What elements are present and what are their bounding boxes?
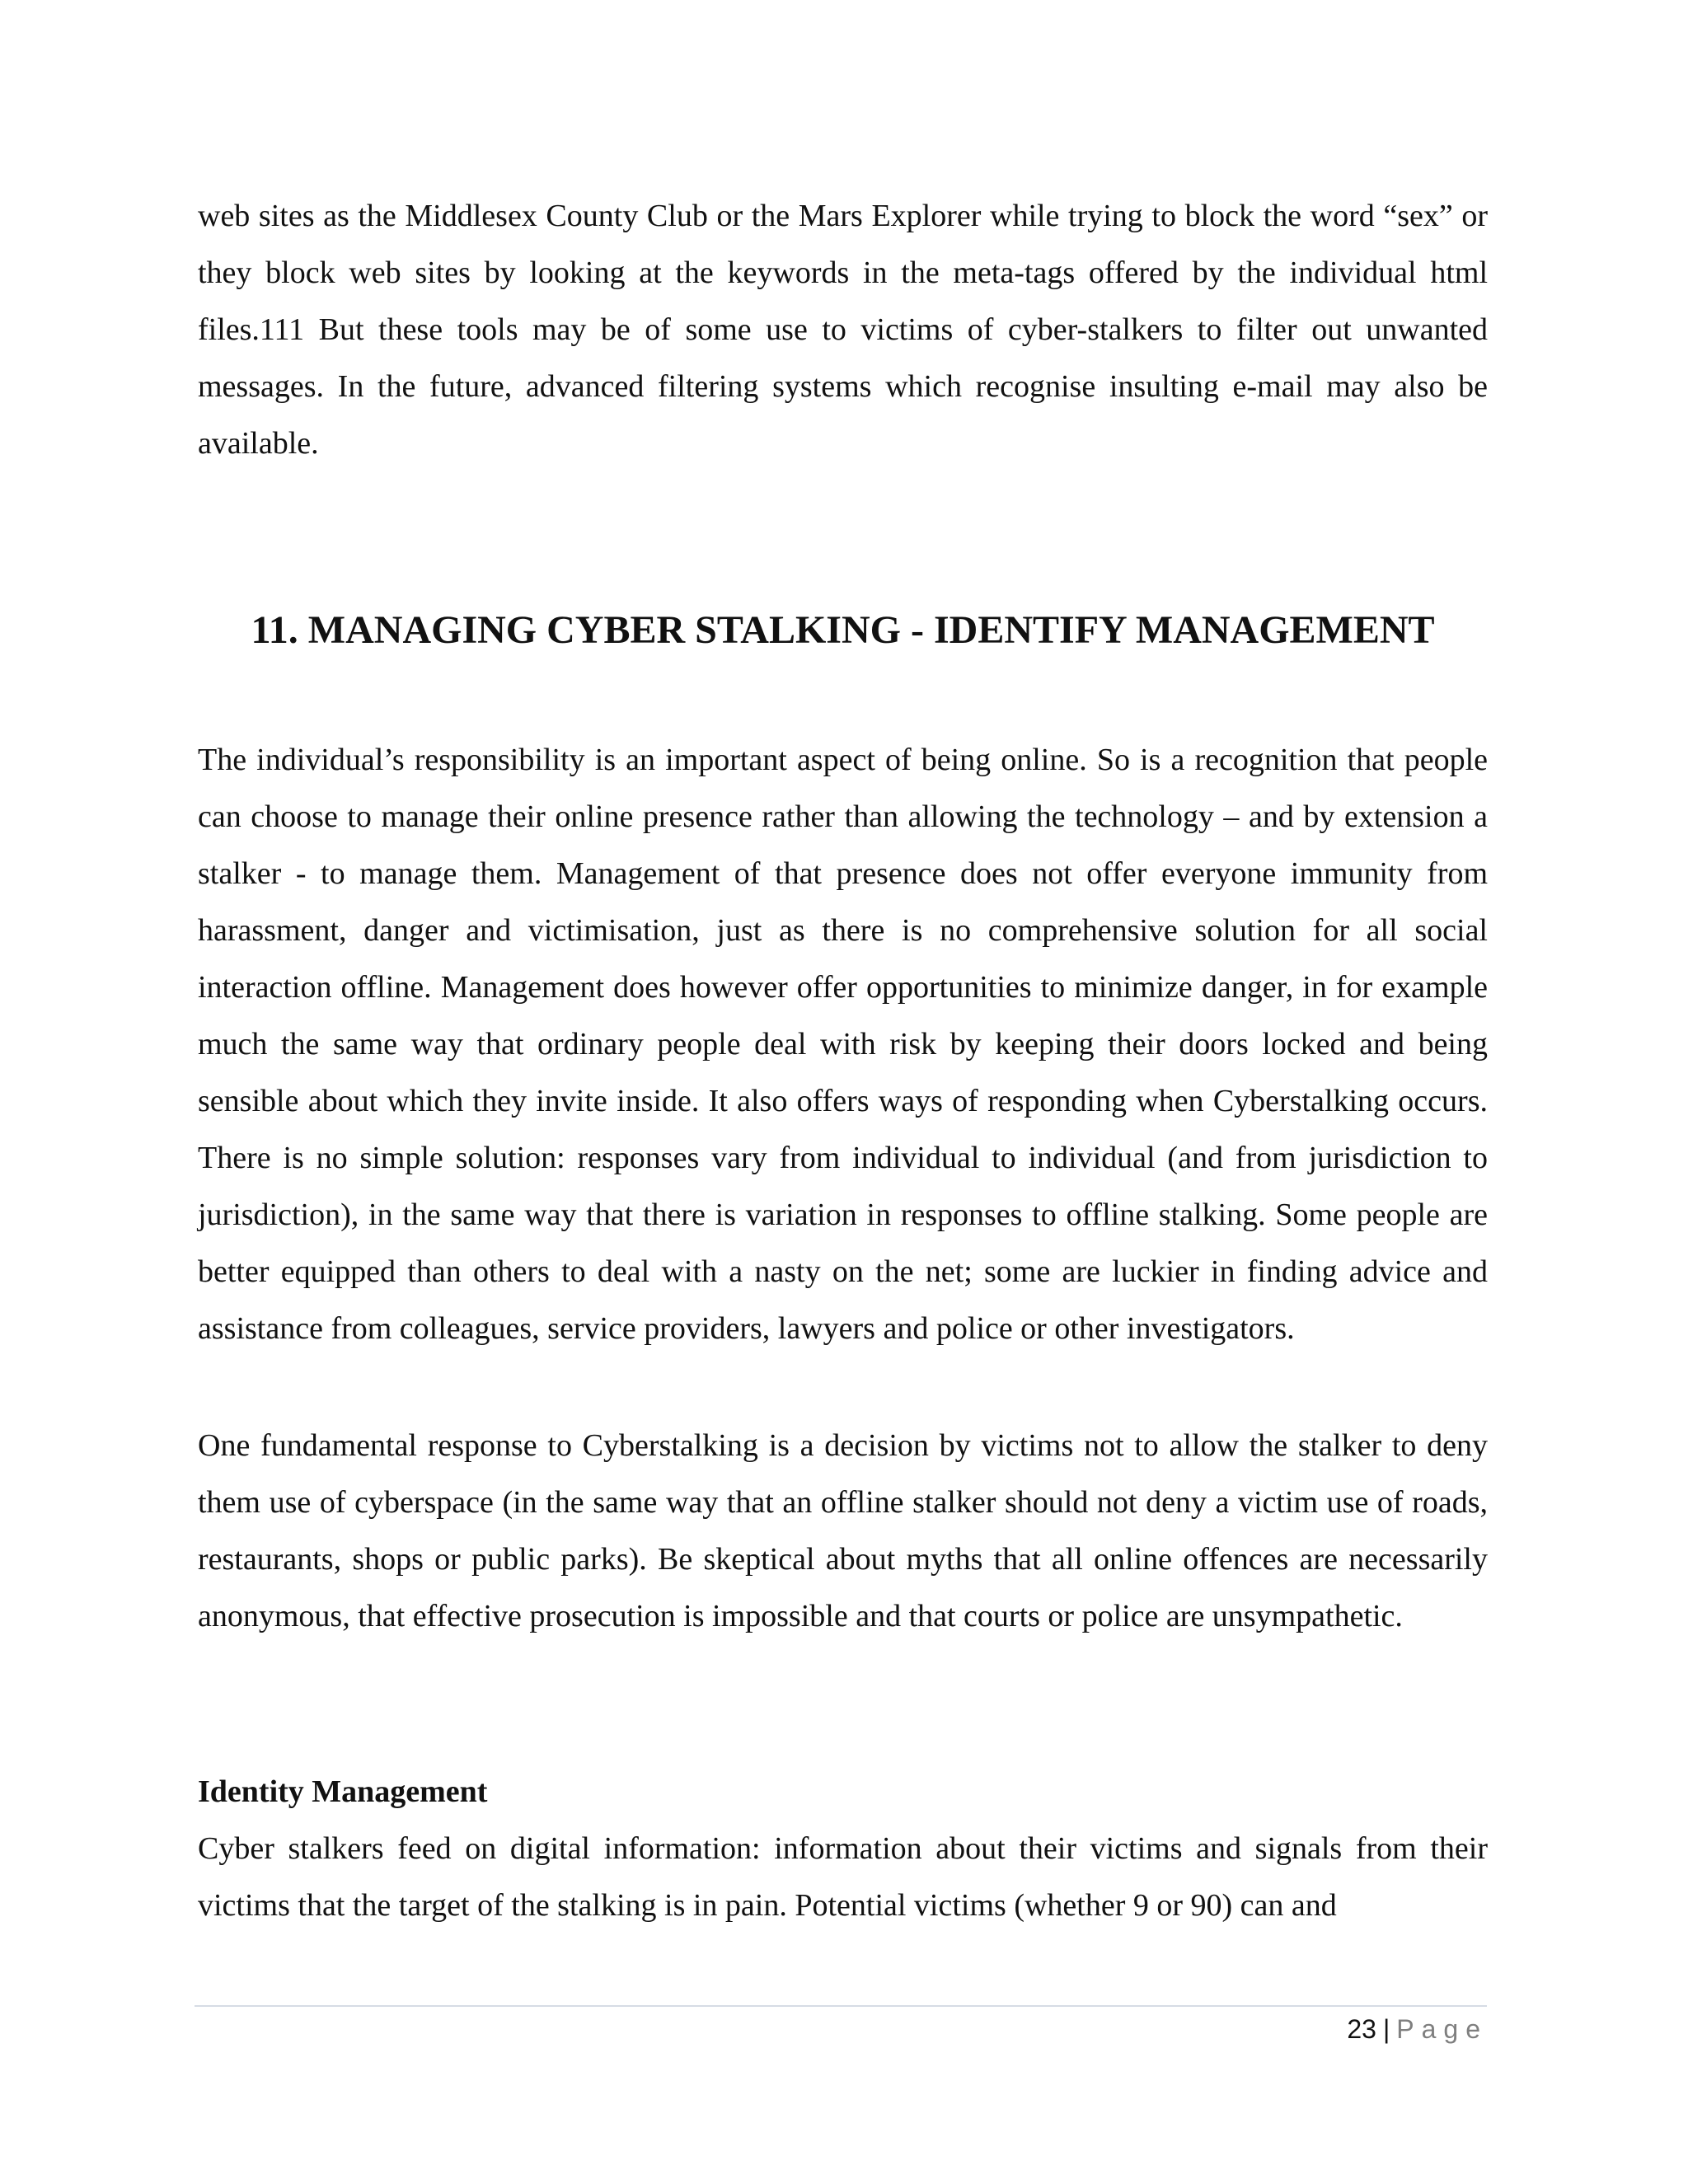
body-paragraph: One fundamental response to Cyberstalking is a decision by victims not to allow the stalker to deny them use of cyberspace (in the same way that an offline stalker should not deny a victim use of roads, restaurants, shops or public parks). Be skeptical about myths that all online offences are necessarily anonymous, that effective prosecution is impossible and that courts or police are unsympathetic. bbox=[198, 1428, 1488, 1633]
body-paragraph: web sites as the Middlesex County Club or the Mars Explorer while trying to block the word “sex” or they block web sites by looking at the keywords in the meta-tags offered by the individual html files.111 But these tools may be of some use to victims of cyber-stalkers to filter out unwanted messages. In the future, advanced filtering systems which recognise insulting e-mail may also be available. bbox=[198, 199, 1488, 461]
footer-separator: | bbox=[1382, 2014, 1390, 2044]
body-paragraph: Cyber stalkers feed on digital information: information about their victims and signals from their victims that the target of the stalking is in pain. Potential victims (whether 9 or 90) can and bbox=[198, 1831, 1488, 1923]
page-footer bbox=[1347, 2011, 1488, 2047]
section-heading: 11. MANAGING CYBER STALKING - IDENTIFY MANAGEMENT bbox=[251, 608, 1435, 652]
body-paragraph: The individual’s responsibility is an important aspect of being online. So is a recognition that people can choose to manage their online presence rather than allowing the technology – and by extension a stalker - to manage them. Management of that presence does not offer everyone immunity from harassment, danger and victimisation, just as there is no comprehensive solution for all social interaction offline. Management does however offer opportunities to minimize danger, in for example much the same way that ordinary people deal with risk by keeping their doors locked and being sensible about which they invite inside. It also offers ways of responding when Cyberstalking occurs. There is no simple solution: responses vary from individual to individual (and from jurisdiction to jurisdiction), in the same way that there is variation in responses to offline stalking. Some people are better equipped than others to deal with a nasty on the net; some are luckier in finding advice and assistance from colleagues, service providers, lawyers and police or other investigators. bbox=[198, 743, 1488, 1346]
page-label: Page bbox=[1396, 2014, 1488, 2044]
page-number: 23 bbox=[1347, 2014, 1376, 2044]
subsection-heading: Identity Management bbox=[198, 1774, 488, 1809]
footer-divider bbox=[195, 2005, 1487, 2007]
